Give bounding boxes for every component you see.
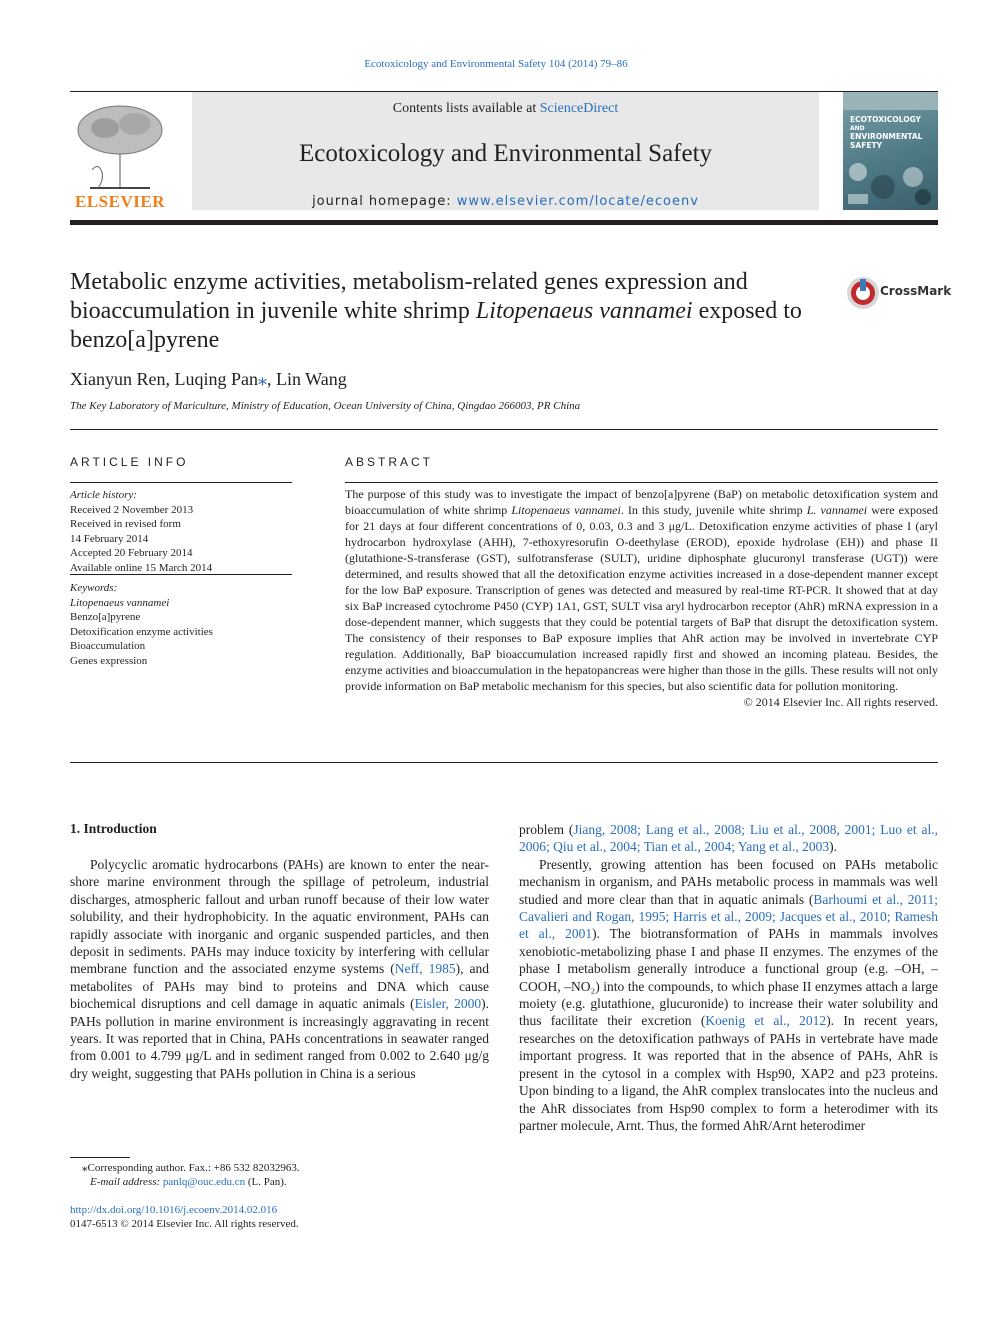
footnote-rule xyxy=(70,1157,130,1158)
keyword-item: Bioaccumulation xyxy=(70,640,146,652)
author-pan: Luqing Pan xyxy=(174,369,258,389)
intro-right-para2 xyxy=(519,856,938,1135)
elsevier-wordmark: ELSEVIER xyxy=(75,192,165,211)
intro-right2-b: ). The biotransformation of PAHs in mammals involves xenobiotic-metabolizing phase I and phase II enzymes. The enzymes of the phase I metabolism generally introduce a functional group (e.g. –OH, –COOH, –NO₂) into the compounds, to which phase II enzymes attach a large moiety (e.g. glutathione, glucuronide) to increase their water solubility and thus facilitate their excretion ( xyxy=(519,926,938,1029)
email-label: E-mail address: xyxy=(90,1176,163,1188)
email-link[interactable]: panlq@ouc.edu.cn xyxy=(162,1176,246,1188)
abstract-text xyxy=(345,486,938,710)
citation-koenig[interactable]: Koenig et al., 2012 xyxy=(705,1013,827,1029)
intro-right2-a: Presently, growing attention has been focused on PAHs metabolic mechanism in organism, and PAHs metabolic process in mammals was well studied and more clear than that in aquatic animals ( xyxy=(519,856,938,907)
contents-available xyxy=(192,101,819,117)
header-bottom-rule xyxy=(70,220,938,225)
keyword-item: Genes expression xyxy=(70,654,148,667)
abstract-p2: . In this study, juvenile white shrimp xyxy=(620,503,807,517)
abstract-heading: ABSTRACT xyxy=(345,455,434,469)
cover-title xyxy=(850,116,922,150)
abstract-species2: L. vannamei xyxy=(806,503,868,517)
keyword-item: Litopenaeus vannamei xyxy=(70,596,170,609)
abstract-rule xyxy=(345,482,938,483)
history-received: Received 2 November 2013 xyxy=(70,503,194,516)
title-part1: Metabolic enzyme activities, metabolism-related genes expression and bioaccumulation in juvenile white shrimp xyxy=(70,269,748,324)
journal-homepage xyxy=(192,194,819,209)
affiliation: The Key Laboratory of Mariculture, Ministry of Education, Ocean University of China, Qingdao 266003, PR China xyxy=(70,400,581,412)
author-wang: , Lin Wang xyxy=(266,369,347,389)
crossmark-label: CrossMark xyxy=(880,284,952,298)
corresponding-author-mark[interactable]: ⁎ xyxy=(257,369,267,389)
history-online: Available online 15 March 2014 xyxy=(70,561,213,574)
keyword-item: Benzo[a]pyrene xyxy=(70,611,141,623)
author-list xyxy=(70,369,347,390)
cover-line2: ENVIRONMENTAL xyxy=(850,132,923,141)
history-accepted: Accepted 20 February 2014 xyxy=(70,547,193,559)
history-revised-date: 14 February 2014 xyxy=(70,532,149,545)
cover-line3: SAFETY xyxy=(850,140,882,150)
issn-copyright: 0147-6513 © 2014 Elsevier Inc. All rights reserved. xyxy=(70,1218,299,1230)
intro-right2-c: ). In recent years, researches on the detoxification pathways of PAHs in vertebrate have made important progress. It was reported that in the absence of PAHs, AhR is present in the cytosol in a complex with Hsp90, XAP2 and p23 proteins. Upon binding to a ligand, the AhR complex translocates into the nucleus and the AhR dissociates from Hsp90 complex to form a heterodimer with its partner molecule, Arnt. Thus, the formed AhR/Arnt heterodimer xyxy=(519,1013,938,1133)
title-part2: exposed to benzo[a]pyrene xyxy=(70,298,802,353)
citation-eisler[interactable]: Eisler, 2000 xyxy=(414,996,482,1012)
email-suffix: (L. Pan). xyxy=(245,1176,287,1188)
cover-and: AND xyxy=(850,124,865,132)
sciencedirect-link[interactable]: ScienceDirect xyxy=(539,101,619,116)
doi-link[interactable]: http://dx.doi.org/10.1016/j.ecoenv.2014.02.016 xyxy=(70,1204,278,1216)
homepage-link[interactable]: www.elsevier.com/locate/ecoenv xyxy=(456,194,699,209)
abstract-bottom-rule xyxy=(70,762,938,763)
intro-left-a: Polycyclic aromatic hydrocarbons (PAHs) are known to enter the near-shore marine environment through the spillage of petroleum, industrial discharges, atmospheric fallout and urban runoff because of their low water solubility, and their hydrophobicity. In the aquatic environment, PAHs can rapidly associate with inorganic and organic suspended particles, and then deposit in sediments. PAHs may induce toxicity by interfering with cellular membrane function and the associated enzyme systems ( xyxy=(70,857,489,977)
corresponding-footnote: ⁎Corresponding author. Fax.: +86 532 82032963. xyxy=(82,1162,300,1174)
journal-cover-image[interactable] xyxy=(843,92,938,210)
intro-right-column xyxy=(519,821,938,1134)
keywords-rule xyxy=(70,574,292,575)
article-info-rule xyxy=(70,482,292,483)
journal-reference[interactable]: Ecotoxicology and Environmental Safety 104 (2014) 79–86 xyxy=(364,58,628,70)
keywords xyxy=(70,581,292,668)
article-history xyxy=(70,488,292,575)
journal-title: Ecotoxicology and Environmental Safety xyxy=(298,140,713,167)
article-info-heading: ARTICLE INFO xyxy=(70,455,189,469)
homepage-prefix: journal homepage: xyxy=(312,194,457,209)
abstract-p3: were exposed for 21 days at four different concentrations of 0, 0.03, 0.3 and 3 μg/L. Detoxification enzyme activities of phase I (aryl hydrocarbon hydroxylase (AHH), 7-ethoxyresorufin O-deethylase (EROD), epoxide hydrolase (EH)) and phase II (glutathione-S-transferase (GST), sulfotransferase (SULT), uridine diphosphate glucuronyl transferase (UGT)) were determined, and results showed that all the detoxification enzyme activities increased in a dose-dependent manner except for the low BaP exposure. Transcription of genes was detected and measured by real-time RT-PCR. It showed that at day six BaP increased cytochrome P450 (CYP) 1A1, GST, SULT visa aryl hydrocarbon receptor (AhR) mRNA expression in a dose-dependent manner, which suggests that they could be potential targets of BaP that disrupt the detoxification system. The consistency of their responses to BaP exposure implies that AhR action may be involved in invertebrate CYP regulation. Additionally, BaP bioaccumulation increased rapidly first and showed an incoming plateau. Besides, the enzyme activities and bioaccumulation in the hepatopancreas were higher than those in the gills. These results will not only provide information on BaP metabolic mechanism for this species, but also scientific data for pollution monitoring. xyxy=(345,503,938,693)
contents-prefix: Contents lists available at xyxy=(392,101,540,116)
title-species: Litopenaeus vannamei xyxy=(475,298,693,324)
abstract-copyright: © 2014 Elsevier Inc. All rights reserved. xyxy=(743,695,938,709)
abstract-species1: Litopenaeus vannamei xyxy=(511,503,621,517)
intro-left-c: ). PAHs pollution in marine environment is increasingly aggravating in recent years. It was reported that in China, PAHs concentrations in seawater ranged from 0.001 to 4.799 μg/L and in sediment ranged from 0.002 to 2.640 μg/g dry weight, suggesting that PAHs pollution in China is a serious xyxy=(70,996,489,1081)
citation-group1[interactable]: Jiang, 2008; Lang et al., 2008; Liu et al., 2008, 2001; Luo et al., 2006; Qiu et al., 2004; Tian et al., 2004; Yang et al., 2003 xyxy=(519,822,938,855)
citation-group2[interactable]: Barhoumi et al., 2011; Cavalieri and Rogan, 1995; Harris et al., 2009; Jacques et al., 2010; Ramesh et al., 2001 xyxy=(519,891,938,942)
keyword-item: Detoxification enzyme activities xyxy=(70,625,213,638)
intro-left-column xyxy=(70,856,489,1082)
intro-right1-b: ). xyxy=(829,839,837,855)
keywords-label: Keywords: xyxy=(70,582,118,594)
article-title xyxy=(70,268,840,355)
intro-right-para1 xyxy=(519,821,938,856)
introduction-heading: 1. Introduction xyxy=(70,821,157,836)
author-ren: Xianyun Ren, xyxy=(70,369,175,389)
history-label: Article history: xyxy=(70,489,137,501)
intro-left-b: ), and metabolites of PAHs may bind to proteins and DNA which cause biochemical disruptions and cell damage in aquatic animals ( xyxy=(70,961,489,1012)
info-top-rule xyxy=(70,429,938,430)
abstract-p1: The purpose of this study was to investigate the impact of benzo[a]pyrene (BaP) on metabolic detoxification system and bioaccumulation of white shrimp xyxy=(345,487,938,517)
cover-line1: ECOTOXICOLOGY xyxy=(850,115,921,124)
citation-neff[interactable]: Neff, 1985 xyxy=(394,961,456,977)
email-footnote xyxy=(90,1175,287,1189)
intro-right1-a: problem ( xyxy=(519,822,574,837)
history-revised-label: Received in revised form xyxy=(70,518,181,530)
crossmark-badge[interactable] xyxy=(846,276,880,315)
crossmark-icon xyxy=(846,276,880,310)
